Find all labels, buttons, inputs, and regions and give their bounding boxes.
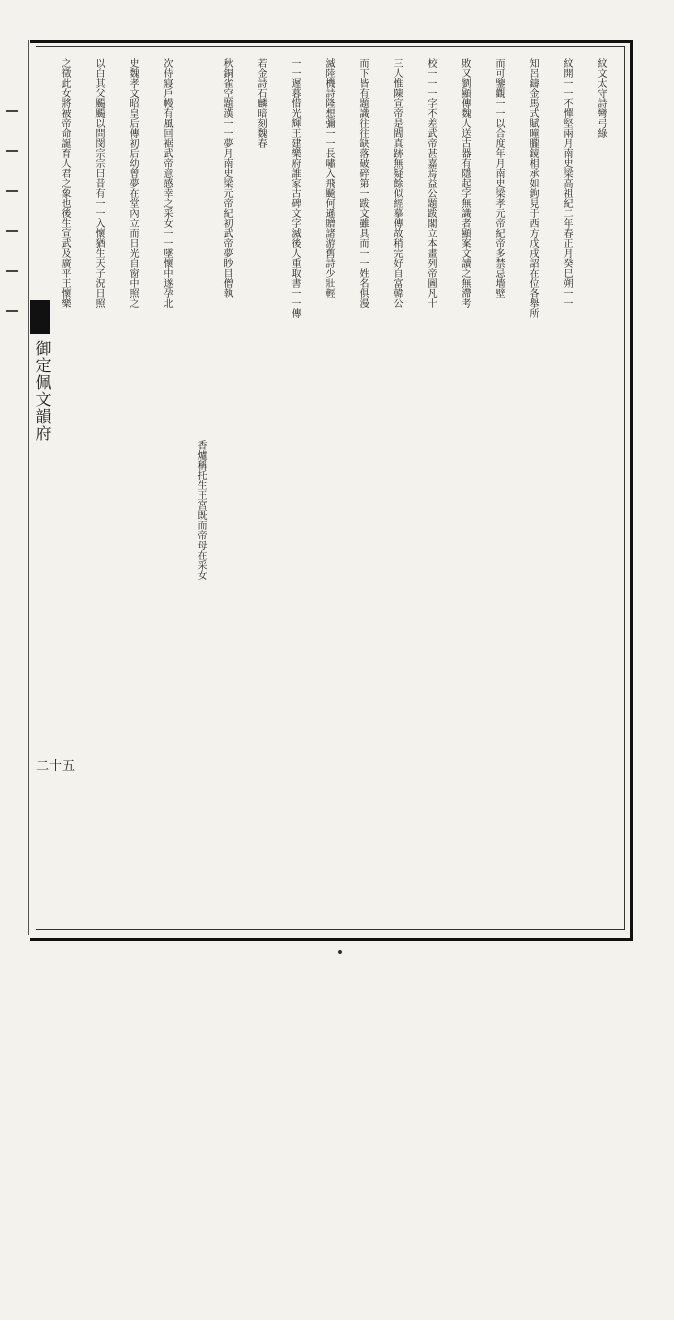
- text-column-15: 以白其父颺颺以問閔宗宗曰昔有一一入懷猶生天子況日照: [93, 58, 104, 308]
- text-column-7: 三人惟陳宣帝是閻真跡無疑餘似經摹傳故稍完好自富韓公: [391, 58, 402, 308]
- page-number: 二十五: [36, 759, 76, 774]
- text-column-11: 若金詩石麟暗刻魏春: [255, 58, 266, 148]
- text-column-2: 紋開一一不憚堅兩月南史梁高祖紀二年春正月癸巳朔一一: [561, 58, 572, 308]
- book-title: 御定佩文韻府: [33, 340, 52, 442]
- text-column-16: 之徵此女將被帝命誕育人君之象也後生宣武及廣平王懷樂: [59, 58, 70, 308]
- text-column-12: 秋銅雀空題漢一一夢月南史梁元帝紀初武帝夢眇目僧執: [221, 58, 232, 298]
- text-column-9: 滅陸機詩隆想彌一一長嘯入飛飈何遜贈諸游舊詩少壯輕: [323, 58, 334, 298]
- text-column-14: 史魏孝文昭皇后傳初后幼曾夢在堂內立而日光自窗中照之: [127, 58, 138, 308]
- text-column-5: 敗又劉顯傳魏人送古器有隱起字無識者顯案文讀之無滯考: [459, 58, 470, 308]
- text-column-4: 而可鑒觀一一以合度年月南史梁孝元帝紀帝多禁忌墻壁: [493, 58, 504, 298]
- text-column-10: 一一遲暮惜光輝王建樂府誰家古碑文字滅後人重取書一一傳: [289, 58, 300, 318]
- text-column-12b: 香爐稱托生王宮既而帝母在采女: [195, 440, 206, 580]
- text-column-6: 校一一一字不差武帝甚嘉焉益公題跋閣立本畫列帝圖凡十: [425, 58, 436, 308]
- text-column-3: 知呂鑄金馬式賦曈朧鏡相承如鉤見于西方戊戌詔在位各舉所: [527, 58, 538, 318]
- text-column-8: 而下皆有題識往往缺落破碎第一跋文雖具而一一姓名俱漫: [357, 58, 368, 308]
- text-column-13: 次侍寢戶幔有風回裾武帝意感幸之采女一一墜懷中遂孕北: [161, 58, 172, 308]
- margin-rule: [28, 40, 29, 935]
- footer-dot: [338, 950, 342, 954]
- text-column-1: 紋文太守詩彎弓綠: [595, 58, 606, 138]
